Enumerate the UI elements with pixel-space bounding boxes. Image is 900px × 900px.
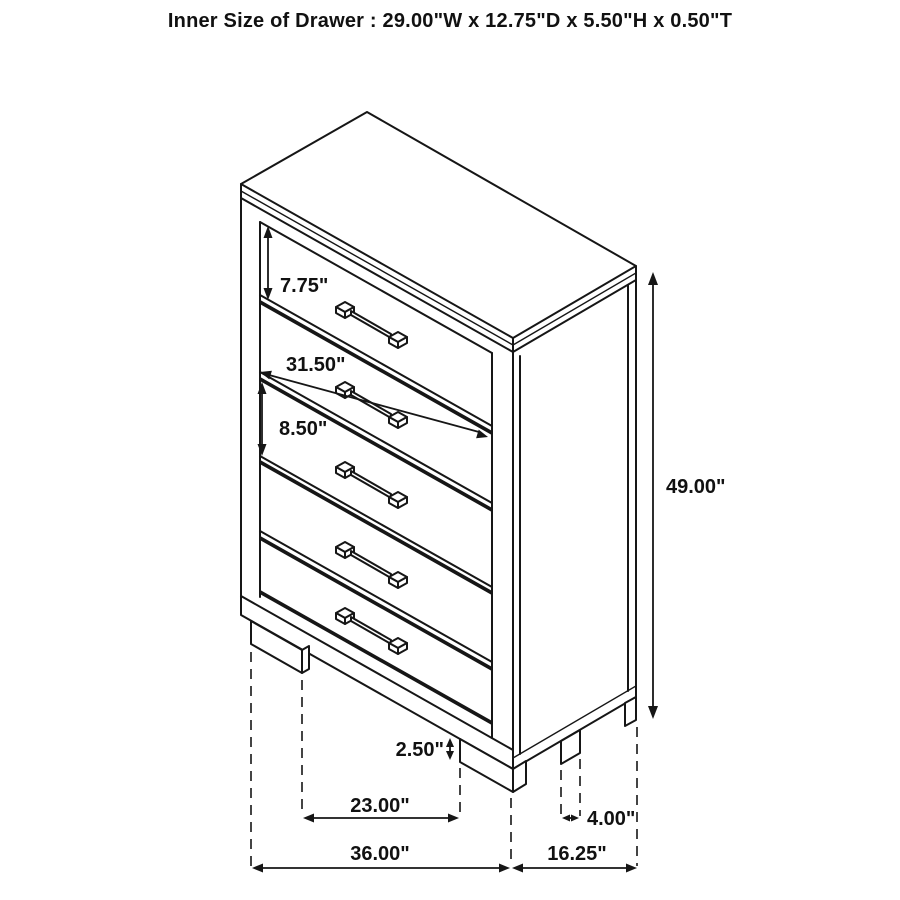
drawer-inner-width-label: 31.50" — [286, 354, 346, 376]
dimension-side-leg-width — [562, 808, 635, 830]
dimension-overall-width — [252, 843, 510, 873]
dimension-overall-height — [648, 272, 726, 719]
diagram-title: Inner Size of Drawer : 29.00"W x 12.75"D x 5.50"H x 0.50"T — [167, 10, 733, 32]
side-leg-width-label: 4.00" — [587, 808, 636, 830]
side-back-leg — [625, 697, 636, 726]
overall-height-label: 49.00" — [666, 476, 726, 498]
dimension-front-leg-span — [303, 795, 459, 823]
overall-width-label: 36.00" — [350, 843, 410, 865]
side-face — [513, 280, 636, 769]
top-drawer-height-label: 7.75" — [280, 275, 329, 297]
dimension-leg-height — [396, 738, 454, 761]
front-left-leg-side — [302, 646, 309, 673]
dimension-overall-depth — [512, 843, 637, 873]
overall-depth-label: 16.25" — [547, 843, 607, 865]
leg-height-label: 2.50" — [395, 739, 444, 761]
lower-drawer-height-label: 8.50" — [279, 418, 328, 440]
front-leg-span-label: 23.00" — [350, 795, 410, 817]
